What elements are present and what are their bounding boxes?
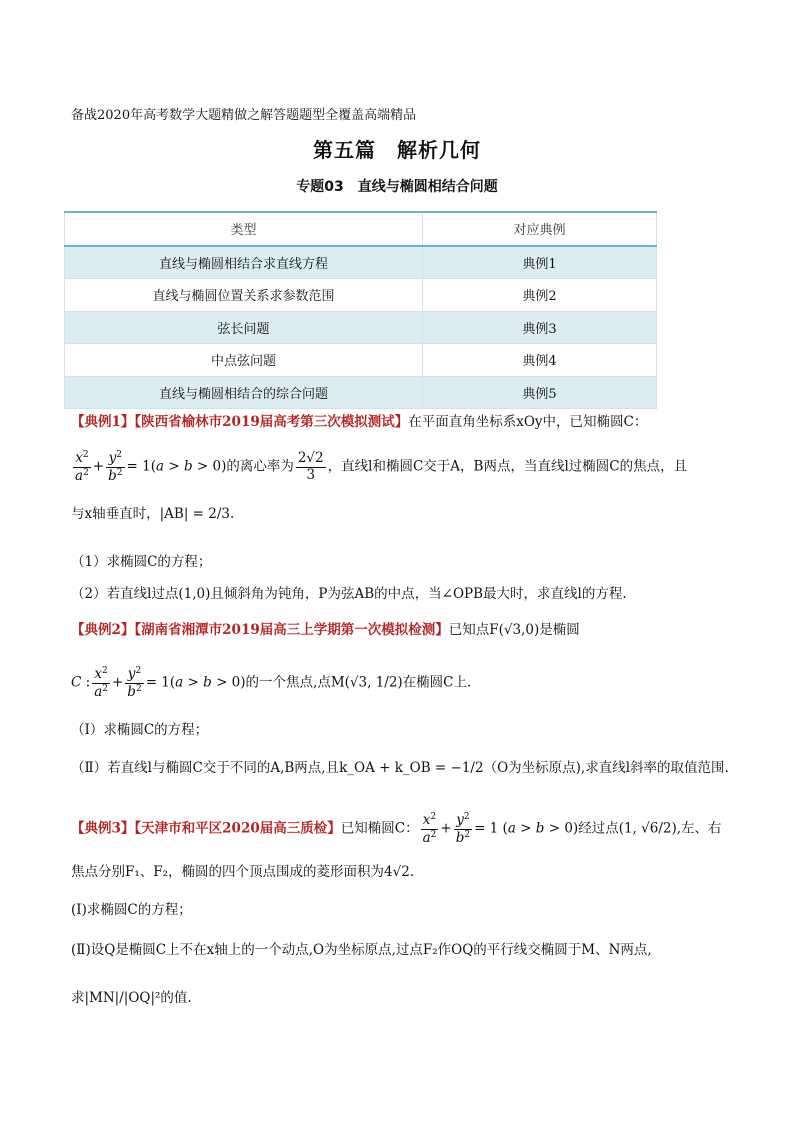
type-table [64, 211, 657, 409]
ex1-source: 【陕西省榆林市2019届高考第三次模拟测试】 [134, 414, 409, 430]
ex3-question-1: (Ⅰ)求椭圆C的方程； [71, 902, 192, 918]
table-row [65, 246, 657, 279]
table-row [65, 311, 657, 344]
ex3-line2: 焦点分别F₁、F₂，椭圆的四个顶点围成的菱形面积为4√2. [71, 864, 415, 880]
table-row [65, 279, 657, 312]
ex1-line2: 与x轴垂直时，|AB| = 2/3. [71, 506, 235, 522]
ex2-question-2: （Ⅱ）若直线l与椭圆C交于不同的A,B两点,且k_OA + k_OB = −1/2（O为坐标原点),求直线l斜率的取值范围. [71, 760, 729, 776]
ex2-ellipse: C : $\frac{x^2}{a^2}$ + $\frac{y^2}{b^2}$ = 1(a > b > 0)的一个焦点,点M(√3, 1/2)在椭圆C上. [71, 666, 472, 700]
table-cell-type: 直线与椭圆相结合的综合问题 [65, 376, 423, 409]
document-header: 备战2020年高考数学大题精做之解答题题型全覆盖高端精品 [71, 108, 417, 123]
fraction: $\frac{y^2}{b^2}$ [127, 666, 142, 700]
ex2-question-1: （Ⅰ）求椭圆C的方程； [71, 722, 209, 738]
table-header-example: 对应典例 [423, 212, 657, 246]
ex1-question-1: （1）求椭圆C的方程； [71, 554, 212, 570]
ex3-intro: 已知椭圆C： [340, 820, 419, 837]
table-cell-example: 典例1 [423, 246, 657, 279]
page-title: 第五篇 解析几何 [313, 138, 481, 162]
table-cell-type: 直线与椭圆位置关系求参数范围 [65, 279, 423, 312]
ex1-condition: $\frac{x^2}{a^2}$ + $\frac{y^2}{b^2}$ = 1(a > b > 0)的离心率为 $\frac{2√2}{3}$ ，直线l和椭圆C交于A，B两点，当直线l过椭圆C的焦点，且 [75, 450, 688, 484]
table-cell-example: 典例5 [423, 376, 657, 409]
table-header-row [65, 212, 657, 246]
table-header-type: 类型 [65, 212, 423, 246]
ex3-label: 【典例3】 [71, 820, 135, 837]
fraction: $\frac{x^2}{a^2}$ [422, 812, 437, 846]
table-cell-type: 弦长问题 [65, 311, 423, 344]
ex2-mid-text: 的一个焦点,点M(√3, 1/2)在椭圆C上. [245, 674, 472, 691]
table-cell-type: 直线与椭圆相结合求直线方程 [65, 246, 423, 279]
ex3-question-2: (Ⅱ)设Q是椭圆C上不在x轴上的一个动点,O为坐标原点,过点F₂作OQ的平行线交椭圆于M、N两点, [71, 942, 652, 958]
table-row [65, 376, 657, 409]
ex1-intro: 在平面直角坐标系xOy中，已知椭圆C： [408, 414, 648, 430]
ex1-question-2: （2）若直线l过点(1,0)且倾斜角为钝角，P为弦AB的中点，当∠OPB最大时，求直线l的方程. [71, 586, 627, 602]
page-subtitle: 专题03 直线与椭圆相结合问题 [296, 179, 498, 195]
table-row [65, 344, 657, 377]
table-cell-type: 中点弦问题 [65, 344, 423, 377]
fraction: $\frac{x^2}{a^2}$ [75, 450, 89, 484]
table-cell-example: 典例4 [423, 344, 657, 377]
ex1-condition-text: 的离心率为 [226, 458, 294, 475]
table-cell-example: 典例3 [423, 311, 657, 344]
fraction: $\frac{y^2}{b^2}$ [108, 450, 123, 484]
ex2-heading [71, 624, 580, 638]
fraction: $\frac{x^2}{a^2}$ [94, 666, 108, 700]
ex1-continuation: ，直线l和椭圆C交于A，B两点，当直线l过椭圆C的焦点，且 [327, 458, 688, 475]
ex3-source: 【天津市和平区2020届高三质检】 [134, 820, 341, 837]
ex2-source: 【湖南省湘潭市2019届高三上学期第一次模拟检测】 [134, 622, 449, 638]
table-cell-example: 典例2 [423, 279, 657, 312]
ex1-eccentricity: $\frac{2√2}{3}$ [297, 450, 324, 483]
ex3-heading: 【典例3】【天津市和平区2020届高三质检】已知椭圆C： $\frac{x^2}{a^2}$ + $\frac{y^2}{b^2}$ = 1 (a > b > 0)经过点(1, √6/2),左、右 [71, 812, 722, 846]
ex2-intro: 已知点F(√3,0)是椭圆 [448, 622, 580, 638]
ex2-label: 【典例2】 [71, 622, 135, 638]
ex3-mid-text: 经过点(1, √6/2),左、右 [578, 820, 722, 837]
ex1-label: 【典例1】 [71, 414, 135, 430]
fraction: $\frac{y^2}{b^2}$ [455, 812, 471, 846]
ex3-question-3: 求|MN|/|OQ|²的值. [71, 990, 192, 1006]
ex1-heading [71, 416, 647, 430]
